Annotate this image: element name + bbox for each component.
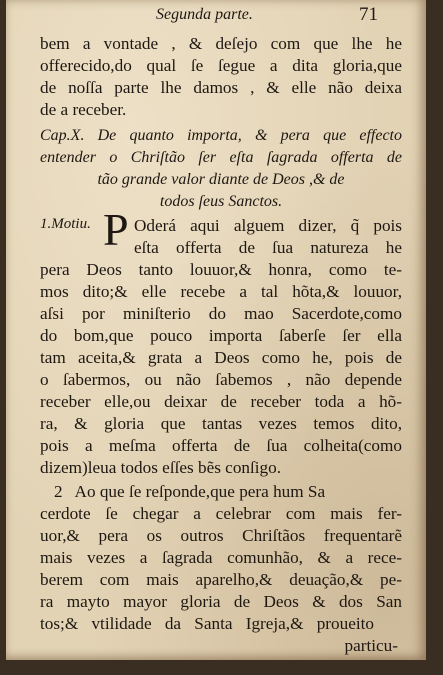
section-marker: 1.Motiu. (40, 216, 91, 232)
text-line: receber elle,ou deixar de receber toda a hõ- (40, 392, 402, 411)
text-line: o ſabermos, ou não ſabemos , não depende (40, 370, 402, 389)
chapter-heading-line: todos ſeus Sanctos. (159, 193, 283, 210)
text-line: cerdote ſe chegar a celebrar com mais fer- (40, 504, 402, 523)
text-line: uor,& pera os outros Chriſtãos frequentarẽ (40, 526, 402, 545)
text-line: bem a vontade , & deſejo com que lhe he (40, 34, 402, 53)
drop-cap: P (103, 204, 129, 255)
chapter-heading-line: Cap.X. De quanto importa, & pera que effecto (40, 127, 402, 144)
text-line: mais vezes a ſagrada comunhão, & a rece- (40, 548, 402, 567)
text-line: pera Deos tanto louuor,& honra, como te- (40, 260, 402, 279)
book-page (6, 0, 426, 660)
text-line: de a receber. (40, 100, 127, 119)
text-line: 2 Ao que ſe reſponde,que pera hum Sa (54, 482, 326, 501)
text-line: tam aceita,& grata a Deos como he, pois de (40, 348, 402, 367)
text-line: dizem)leua todos eſſes bẽs conſigo. (40, 458, 282, 477)
text-line: tos;& vtilidade da Santa Igreja,& proueito (40, 614, 374, 633)
text-line: aſsi por miniſterio do mao Sacerdote,como (40, 304, 402, 323)
text-line: eſta offerta de ſua natureza he (134, 238, 402, 257)
text-line: offerecido,do qual ſe ſegue a dita gloria,que (40, 56, 402, 75)
running-title: Segunda parte. (156, 6, 253, 23)
text-line: Oderá aqui alguem dizer, q̃ pois (134, 216, 402, 235)
text-line: de noſſa parte lhe damos , & elle não deixa (40, 78, 402, 97)
catchword: particu- (344, 636, 398, 655)
chapter-heading-line: tão grande valor diante de Deos ,& de (97, 171, 345, 188)
chapter-heading-line: entender o Chriſtão ſer eſta ſagrada offerta de (40, 149, 402, 166)
text-line: mos dito;& elle recebe a tal hõta,& louuor, (40, 282, 402, 301)
text-line: ra, & gloria que tantas vezes temos dito, (40, 414, 402, 433)
page-number: 71 (359, 4, 378, 25)
text-line: pois a meſma offerta de ſua colheita(como (40, 436, 402, 455)
text-line: ra mayto mayor gloria de Deos & dos San (40, 592, 402, 611)
text-line: do bom,que pouco importa ſaberſe ſer ella (40, 326, 402, 345)
text-line: berem com mais aparelho,& deuação,& pe- (40, 570, 402, 589)
